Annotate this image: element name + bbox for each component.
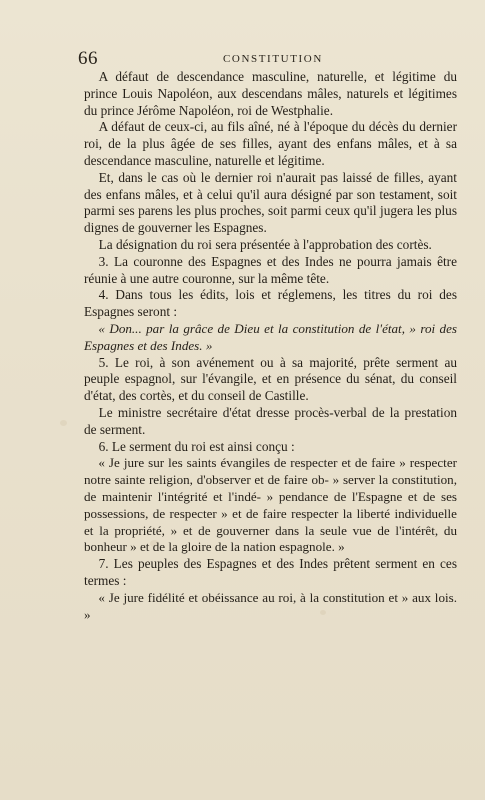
paragraph: La désignation du roi sera présentée à l'approbation des cortès. bbox=[98, 236, 432, 252]
paragraph: Et, dans le cas où le dernier roi n'aurait pas laissé de filles, ayant des enfans mâles, et à celui qu'il aura désigné par son testament, soit parmi ses parens les plus proches, soit parmi ceux qu'il jugera les plus dignes de gouverner les Espagnes. bbox=[84, 169, 457, 236]
royal-oath-quote: « Je jure sur les saints évangiles de respecter et de faire » respecter notre sainte religion, d'observer et de faire ob- » server la constitution, de maintenir l'intégrité et l'indé- » pendance de l'Espagne et de ses possessions, de respecter » et de faire respecter la liberté individuelle et la propriété, » et de gouverner dans la seule vue de l'intérêt, du bonheur » et de la gloire de la nation espagnole. » bbox=[84, 455, 457, 555]
page-number: 66 bbox=[78, 48, 98, 69]
peoples-oath-quote: « Je jure fidélité et obéissance au roi, à la constitution et » aux lois. » bbox=[84, 589, 457, 622]
article-6: 6. Le serment du roi est ainsi conçu : bbox=[98, 438, 295, 454]
page-header bbox=[78, 48, 470, 70]
article-4: 4. Dans tous les édits, lois et réglemens, les titres du roi des Espagnes seront : bbox=[84, 287, 457, 320]
article-5: 5. Le roi, à son avénement ou à sa majorité, prête serment au peuple espagnol, sur l'évangile, et en présence du sénat, du conseil d'état, des cortès, et du conseil de Castille. bbox=[84, 354, 457, 404]
article-3: 3. La couronne des Espagnes et des Indes ne pourra jamais être réunie à une autre couronne, sur la même tête. bbox=[84, 253, 457, 286]
paragraph: A défaut de descendance masculine, naturelle, et légitime du prince Louis Napoléon, aux descendans mâles, naturels et légitimes du prince Jérôme Napoléon, roi de Westphalie. bbox=[84, 69, 457, 118]
royal-title-quote: « Don... par la grâce de Dieu et la constitution de l'état, » roi des Espagnes et des Indes. » bbox=[84, 320, 457, 353]
article-7: 7. Les peuples des Espagnes et des Indes prêtent serment en ces termes : bbox=[84, 556, 457, 588]
paper-stain bbox=[60, 420, 67, 426]
body-text bbox=[84, 69, 457, 623]
running-head: CONSTITUTION bbox=[223, 53, 323, 65]
paragraph: A défaut de ceux-ci, au fils aîné, né à l'époque du décès du dernier roi, de la plus âgée de ses filles, ayant des enfans mâles, et à sa descendance masculine, naturelle et légitime. bbox=[84, 119, 457, 168]
paragraph: Le ministre secrétaire d'état dresse procès-verbal de la prestation de serment. bbox=[84, 404, 457, 437]
